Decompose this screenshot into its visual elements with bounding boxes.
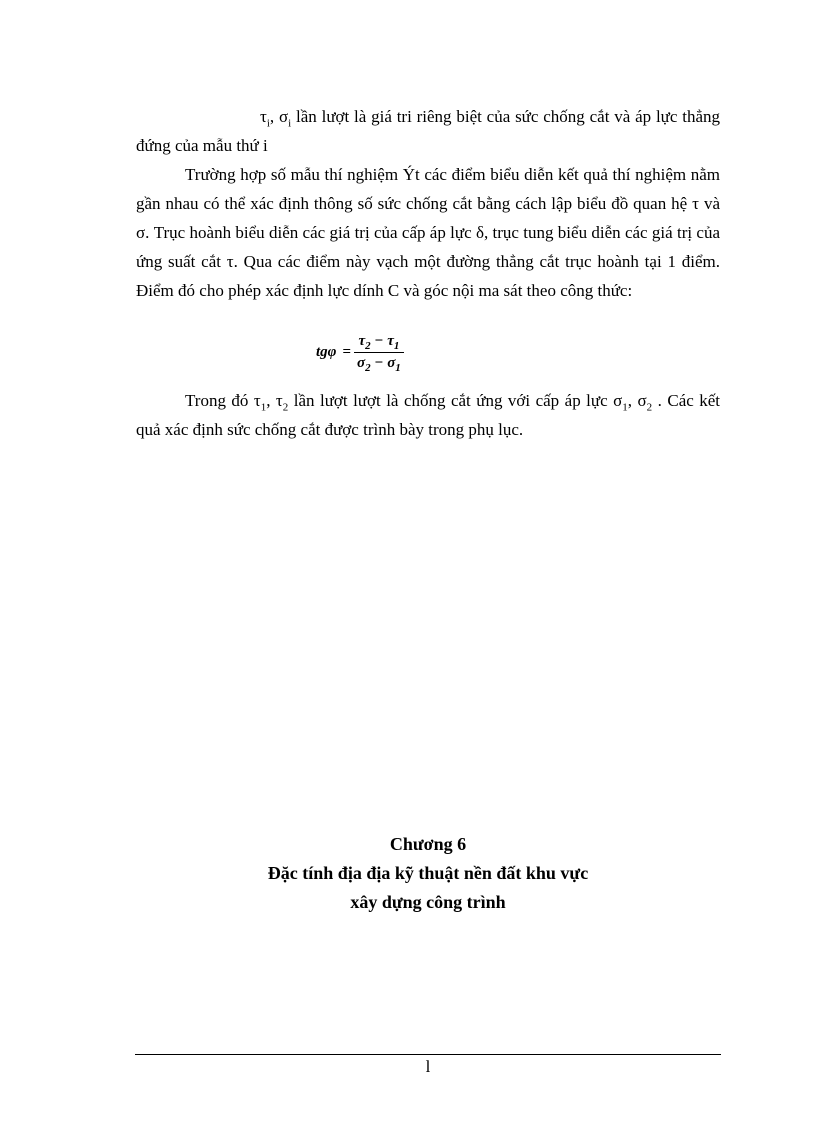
formula-numerator: [355, 333, 402, 352]
chapter-heading: [136, 830, 720, 917]
numerator-sub-2: 2: [365, 339, 371, 352]
subscript-2: 2: [282, 401, 289, 414]
subscript-2: 2: [646, 401, 653, 414]
sigma-symbol: , σ: [269, 107, 289, 126]
numerator-tau-2: τ: [358, 332, 366, 349]
denominator-sigma-1: σ: [387, 354, 396, 371]
footer-divider: [135, 1054, 721, 1055]
numerator-tau-1: τ: [387, 332, 394, 349]
formula-denominator: [354, 353, 404, 372]
denominator-sigma-2: σ: [357, 354, 366, 371]
numerator-minus: −: [370, 332, 388, 349]
chapter-title-line-1: Đặc tính địa địa kỹ thuật nền đất khu vực: [267, 863, 589, 883]
where-text-sigma2: , σ: [627, 391, 647, 410]
chapter-number: Chương 6: [389, 834, 467, 854]
denominator-sub-1: 1: [395, 361, 401, 374]
where-text-tau: Trong đó τ: [185, 391, 261, 410]
paragraph-symbol-definitions: [136, 102, 720, 160]
denominator-sub-2: 2: [365, 361, 371, 374]
subscript-1: 1: [622, 401, 628, 414]
where-text-tail: . Các kết quả xác định sức chống cắt được trình bày trong phụ lục.: [136, 391, 721, 439]
subscript-i: i: [266, 117, 270, 130]
where-text-tau2: , τ: [266, 391, 283, 410]
chapter-title-line-2: xây dựng công trình: [350, 892, 506, 912]
definition-text: lần lượt là giá tri riêng biệt của sức chống cắt và áp lực thẳng đứng của mẫu thứ i: [136, 107, 720, 155]
subscript-i: i: [288, 117, 292, 130]
where-text-body: lần lượt lượt là chống cắt ứng với cấp áp lực σ: [288, 391, 623, 410]
formula-fraction: [354, 333, 404, 372]
friction-angle-formula: [316, 330, 404, 374]
tau-symbol: τ: [260, 107, 267, 126]
denominator-minus: −: [370, 354, 388, 371]
paragraph-where-clause: [136, 386, 720, 444]
formula-lhs: tgφ: [316, 343, 337, 360]
numerator-sub-1: 1: [393, 339, 400, 352]
paragraph-method-description: Trường hợp số mẫu thí nghiệm Ýt các điểm biểu diễn kết quả thí nghiệm nằm gần nhau có thể xác định thông số sức chống cắt bằng cách lập biểu đồ quan hệ τ và σ. Trục hoành biểu diễn các giá trị của cấp áp lực δ, trục tung biểu diễn các giá trị của ứng suất cắt τ. Qua các điểm này vạch một đường thẳng cắt trục hoành tại 1 điểm. Điểm đó cho phép xác định lực dính C và góc nội ma sát theo công thức:: [136, 165, 720, 300]
subscript-1: 1: [260, 401, 267, 414]
formula-equals: =: [342, 343, 352, 360]
page-number: l: [425, 1057, 431, 1076]
